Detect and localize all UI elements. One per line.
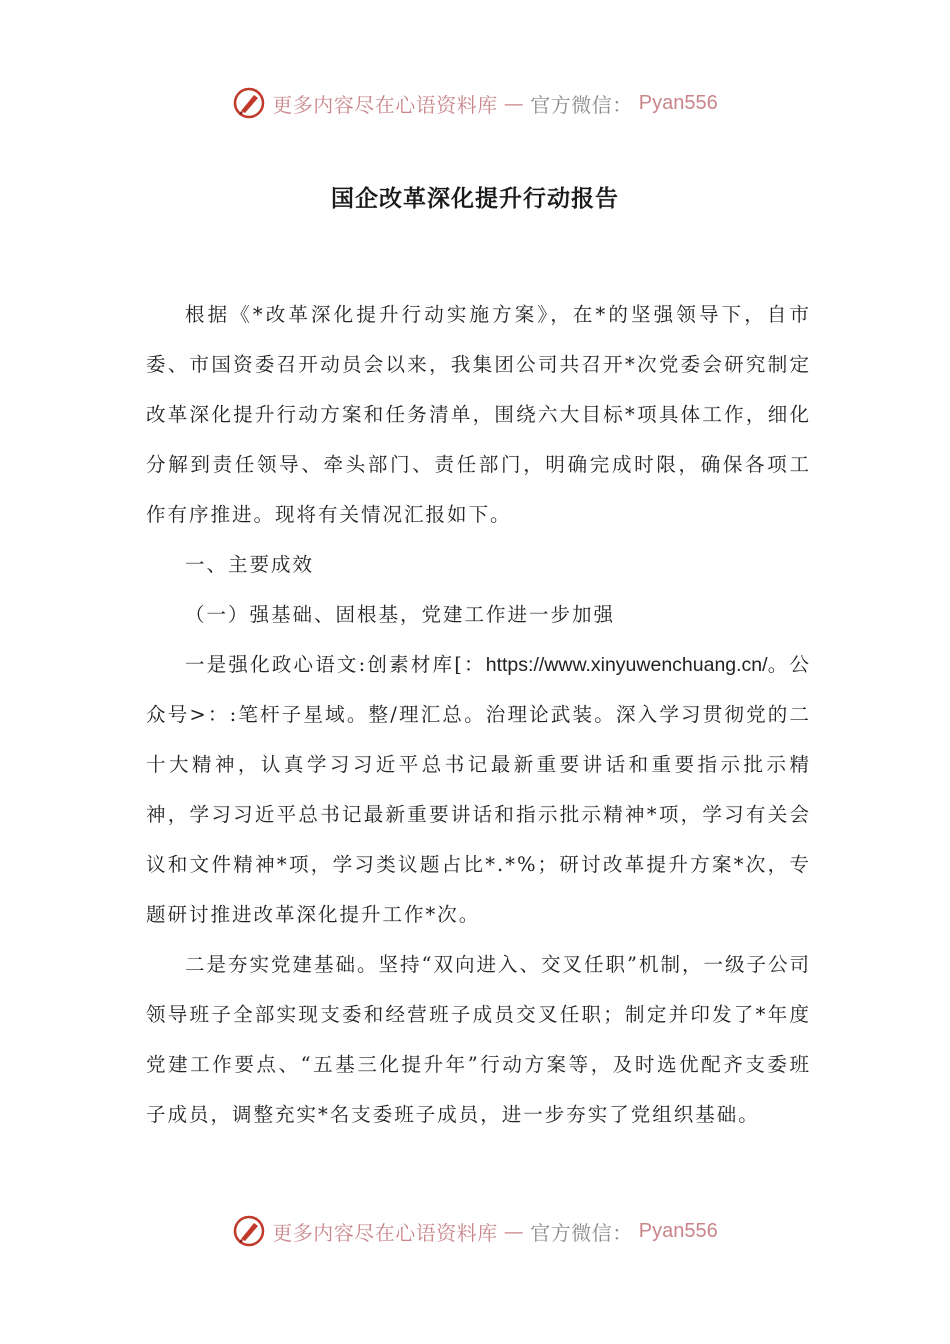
source-url-link[interactable]: https://www.xinyuwenchuang.cn/ [485, 654, 768, 676]
paragraph-theory-armament [146, 640, 811, 940]
watermark-main-text: 更多内容尽在心语资料库 [272, 1220, 498, 1245]
pen-logo-icon [232, 86, 266, 120]
section-heading-main-results: 一、主要成效 [185, 553, 315, 576]
paragraph-party-foundation: 二是夯实党建基础。坚持“双向进入、交叉任职”机制，一级子公司领导班子全部实现支委和经营班子成员交叉任职；制定并印发了*年度党建工作要点、“五基三化提升年”行动方案等，及时选优配齐支委班子成员，调整充实*名支委班子成员，进一步夯实了党组织基础。 [146, 953, 811, 1126]
watermark-official-label: 官方微信： [530, 92, 633, 117]
document-body [146, 290, 811, 1140]
pen-logo-icon [232, 1214, 266, 1248]
watermark-official-label: 官方微信： [530, 1220, 633, 1245]
watermark-wechat-id: Pyan556 [638, 1219, 718, 1242]
watermark-separator: — [503, 1219, 525, 1243]
paragraph-theory-post: 。公众号>：:笔杆子星域。整/理汇总。治理论武装。深入学习贯彻党的二十大精神，认真学习习近平总书记最新重要讲话和重要指示批示精神，学习习近平总书记最新重要讲话和指示批示精神*项，学习有关会议和文件精神*项，学习类议题占比*.*%；研讨改革提升方案*次，专题研讨推进改革深化提升工作*次。 [146, 653, 811, 926]
paragraph-intro: 根据《*改革深化提升行动实施方案》，在*的坚强领导下，自市委、市国资委召开动员会以来，我集团公司共召开*次党委会研究制定改革深化提升行动方案和任务清单，围绕六大目标*项具体工作，细化分解到责任领导、牵头部门、责任部门，明确完成时限，确保各项工作有序推进。现将有关情况汇报如下。 [146, 303, 811, 526]
watermark-separator: — [503, 91, 525, 115]
document-title: 国企改革深化提升行动报告 [331, 186, 619, 212]
header-watermark [0, 86, 950, 120]
watermark-main-text: 更多内容尽在心语资料库 [272, 92, 498, 117]
footer-watermark [0, 1214, 950, 1248]
paragraph-theory-pre: 一是强化政心语文:创素材库[： [185, 653, 486, 676]
watermark-wechat-id: Pyan556 [638, 91, 718, 114]
subsection-heading-party-building: （一）强基础、固根基，党建工作进一步加强 [185, 603, 616, 626]
